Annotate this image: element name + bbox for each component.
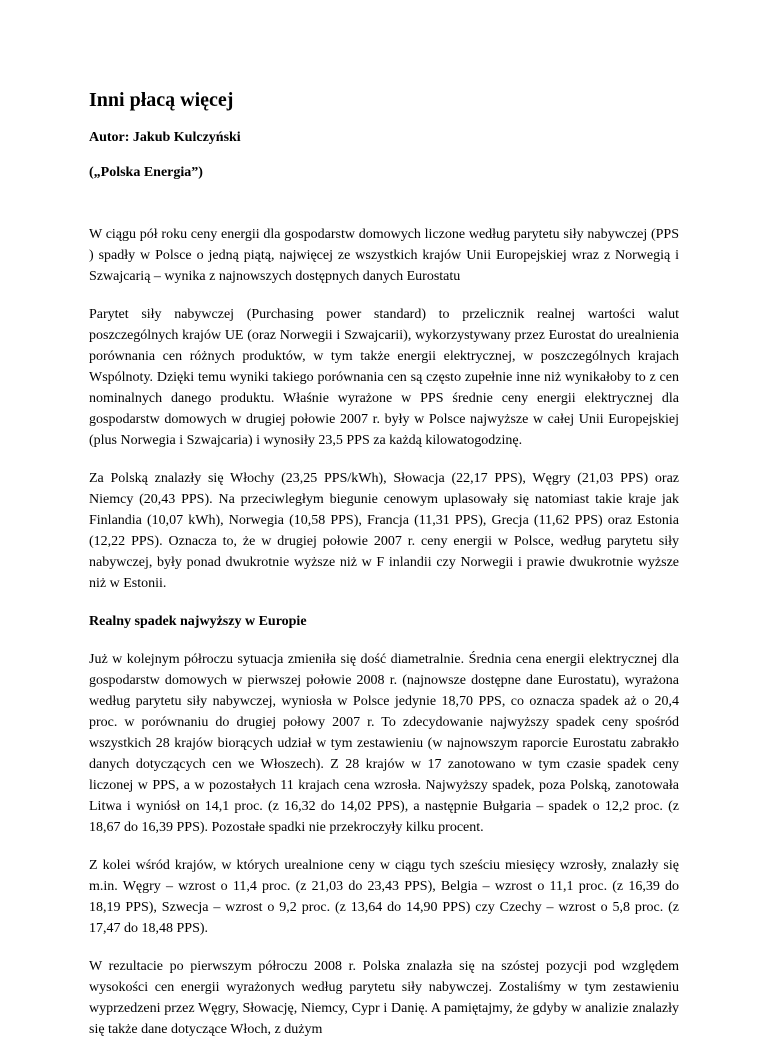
paragraph-country-comparison: Za Polską znalazły się Włochy (23,25 PPS/kWh), Słowacja (22,17 PPS), Węgry (21,03 PPS) oraz Niemcy (20,43 PPS). Na przeciwległym biegunie cenowym uplasowały się natomiast takie kraje jak Finlandia (10,07 kWh), Norwegia (10,58 PPS), Francja (11,31 PPS), Grecja (11,62 PPS) oraz Estonia (12,22 PPS). Oznacza to, że w drugiej połowie 2007 r. ceny energii w Polsce, według parytetu siły nabywczej, były ponad dwukrotnie wyższe niż w F inlandii czy Norwegii i prawie dwukrotnie wyższe niż w Estonii. [89,470,679,591]
paragraph-intro: W ciągu pół roku ceny energii dla gospodarstw domowych liczone według parytetu siły nabywczej (PPS ) spadły w Polsce o jedną piątą, najwięcej ze wszystkich krajów Unii Europejskiej wraz z Norwegią i Szwajcarią – wynika z najnowszych dostępnych danych Eurostatu [89,226,679,284]
paragraph-price-drop: Już w kolejnym półroczu sytuacja zmieniła się dość diametralnie. Średnia cena energii elektrycznej dla gospodarstw domowych w pierwszej połowie 2008 r. (najnowsze dostępne dane Eurostatu), wyrażona według parytetu siły nabywczej, wyniosła w Polsce jedynie 18,70 PPS, co oznacza spadek aż o 20,4 proc. w porównaniu do drugiej połowy 2007 r. To zdecydowanie najwyższy spadek ceny spośród wszystkich 28 krajów biorących udział w tym zestawieniu (w najnowszym raporcie Eurostatu zabrakło danych dotyczących cen we Włoszech). Z 28 krajów w 17 zanotowano w tym czasie spadek ceny liczonej w PPS, a w pozostałych 11 krajach cena wzrosła. Najwyższy spadek, poza Polską, zanotowała Litwa i wyniósł on 14,1 proc. (z 16,32 do 14,02 PPS), a następnie Bułgaria – spadek o 12,2 proc. (z 18,67 do 16,39 PPS). Pozostałe spadki nie przekroczyły kilku procent. [89,651,679,835]
section-heading: Realny spadek najwyższy w Europie [89,613,307,629]
document-page [89,88,679,1057]
article-title: Inni płacą więcej [89,89,234,111]
paragraph-ranking: W rezultacie po pierwszym półroczu 2008 r. Polska znalazła się na szóstej pozycji pod względem wysokości cen energii wyrażonych według parytetu siły nabywczej. Zostaliśmy w tym zestawieniu wyprzedzeni przez Węgry, Słowację, Niemcy, Cypr i Danię. A pamiętajmy, że gdyby w analizie znalazły się także dane dotyczące Włoch, z dużym [89,958,679,1037]
article-source: („Polska Energia”) [89,164,203,180]
paragraph-pps-definition: Parytet siły nabywczej (Purchasing power standard) to przelicznik realnej wartości walut poszczególnych krajów UE (oraz Norwegii i Szwajcarii), wykorzystywany przez Eurostat do urealnienia porównania cen różnych produktów, w tym także energii elektrycznej, w poszczególnych krajach Wspólnoty. Dzięki temu wyniki takiego porównania cen są często zupełnie inne niż wynikałoby to z cen nominalnych danego produktu. Właśnie wyrażone w PPS średnie ceny energii elektrycznej dla gospodarstw domowych w drugiej połowie 2007 r. były w Polsce najwyższe w całej Unii Europejskiej (plus Norwegia i Szwajcaria) i wynosiły 23,5 PPS za każdą kilowatogodzinę. [89,306,679,448]
article-author: Autor: Jakub Kulczyński [89,130,241,145]
paragraph-price-rise: Z kolei wśród krajów, w których urealnione ceny w ciągu tych sześciu miesięcy wzrosły, znalazły się m.in. Węgry – wzrost o 11,4 proc. (z 21,03 do 23,43 PPS), Belgia – wzrost o 11,1 proc. (z 16,39 do 18,19 PPS), Szwecja – wzrost o 9,2 proc. (z 13,64 do 14,90 PPS) czy Czechy – wzrost o 5,8 proc. (z 17,47 do 18,48 PPS). [89,857,679,936]
